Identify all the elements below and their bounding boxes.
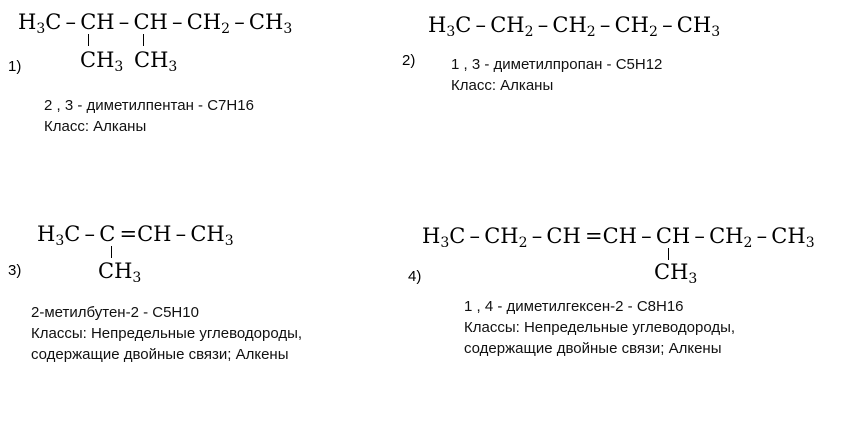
formula-2-main-chain: $H_3C - CH_2 - CH_2 - CH_2 - CH_3$ xyxy=(428,13,721,40)
item-1-class: Класс: Алканы xyxy=(44,118,147,135)
bond-1b xyxy=(143,34,144,46)
formula-1-branch-1: $CH_3$ xyxy=(80,48,124,75)
item-1-number: 1) xyxy=(8,58,22,75)
item-4-class-2: содержащие двойные связи; Алкены xyxy=(464,340,722,357)
formula-1-main-chain: $H_3C$ – CH – CH – $CH_2 - CH_3$ xyxy=(18,10,293,37)
formula-1-branch-2: $CH_3$ xyxy=(134,48,178,75)
item-4-description xyxy=(464,296,735,359)
item-3-name: 2-метилбутен-2 - C5H10 xyxy=(31,304,199,321)
formula-4-main-chain: $H_3C - CH_2$ – CH =CH – CH – $CH_2 - CH_3$ xyxy=(422,224,815,251)
item-4-name: 1 , 4 - диметилгексен-2 - C8H16 xyxy=(464,298,684,315)
formula-3-branch-1: $CH_3$ xyxy=(98,259,142,286)
item-3-number: 3) xyxy=(8,262,22,279)
item-4-class-1: Классы: Непредельные углеводороды, xyxy=(464,319,736,336)
item-3-class-1: Классы: Непредельные углеводороды, xyxy=(31,325,303,342)
bond-3a xyxy=(111,246,112,258)
item-2-description xyxy=(451,54,662,96)
item-3-description xyxy=(31,302,302,365)
bond-4a xyxy=(668,248,669,260)
item-1-description xyxy=(44,95,254,137)
item-3-class-2: содержащие двойные связи; Алкены xyxy=(31,346,289,363)
formula-3-main-chain: $H_3C - C =CH - CH_3$ xyxy=(37,222,234,249)
bond-1a xyxy=(88,34,89,46)
item-1-name: 2 , 3 - диметилпентан - C7H16 xyxy=(44,97,254,114)
formula-4-branch-1: $CH_3$ xyxy=(654,260,698,287)
item-2-name: 1 , 3 - диметилпропан - C5H12 xyxy=(451,56,663,73)
item-4-number: 4) xyxy=(408,268,422,285)
item-2-class: Класс: Алканы xyxy=(451,77,554,94)
item-2-number: 2) xyxy=(402,52,416,69)
